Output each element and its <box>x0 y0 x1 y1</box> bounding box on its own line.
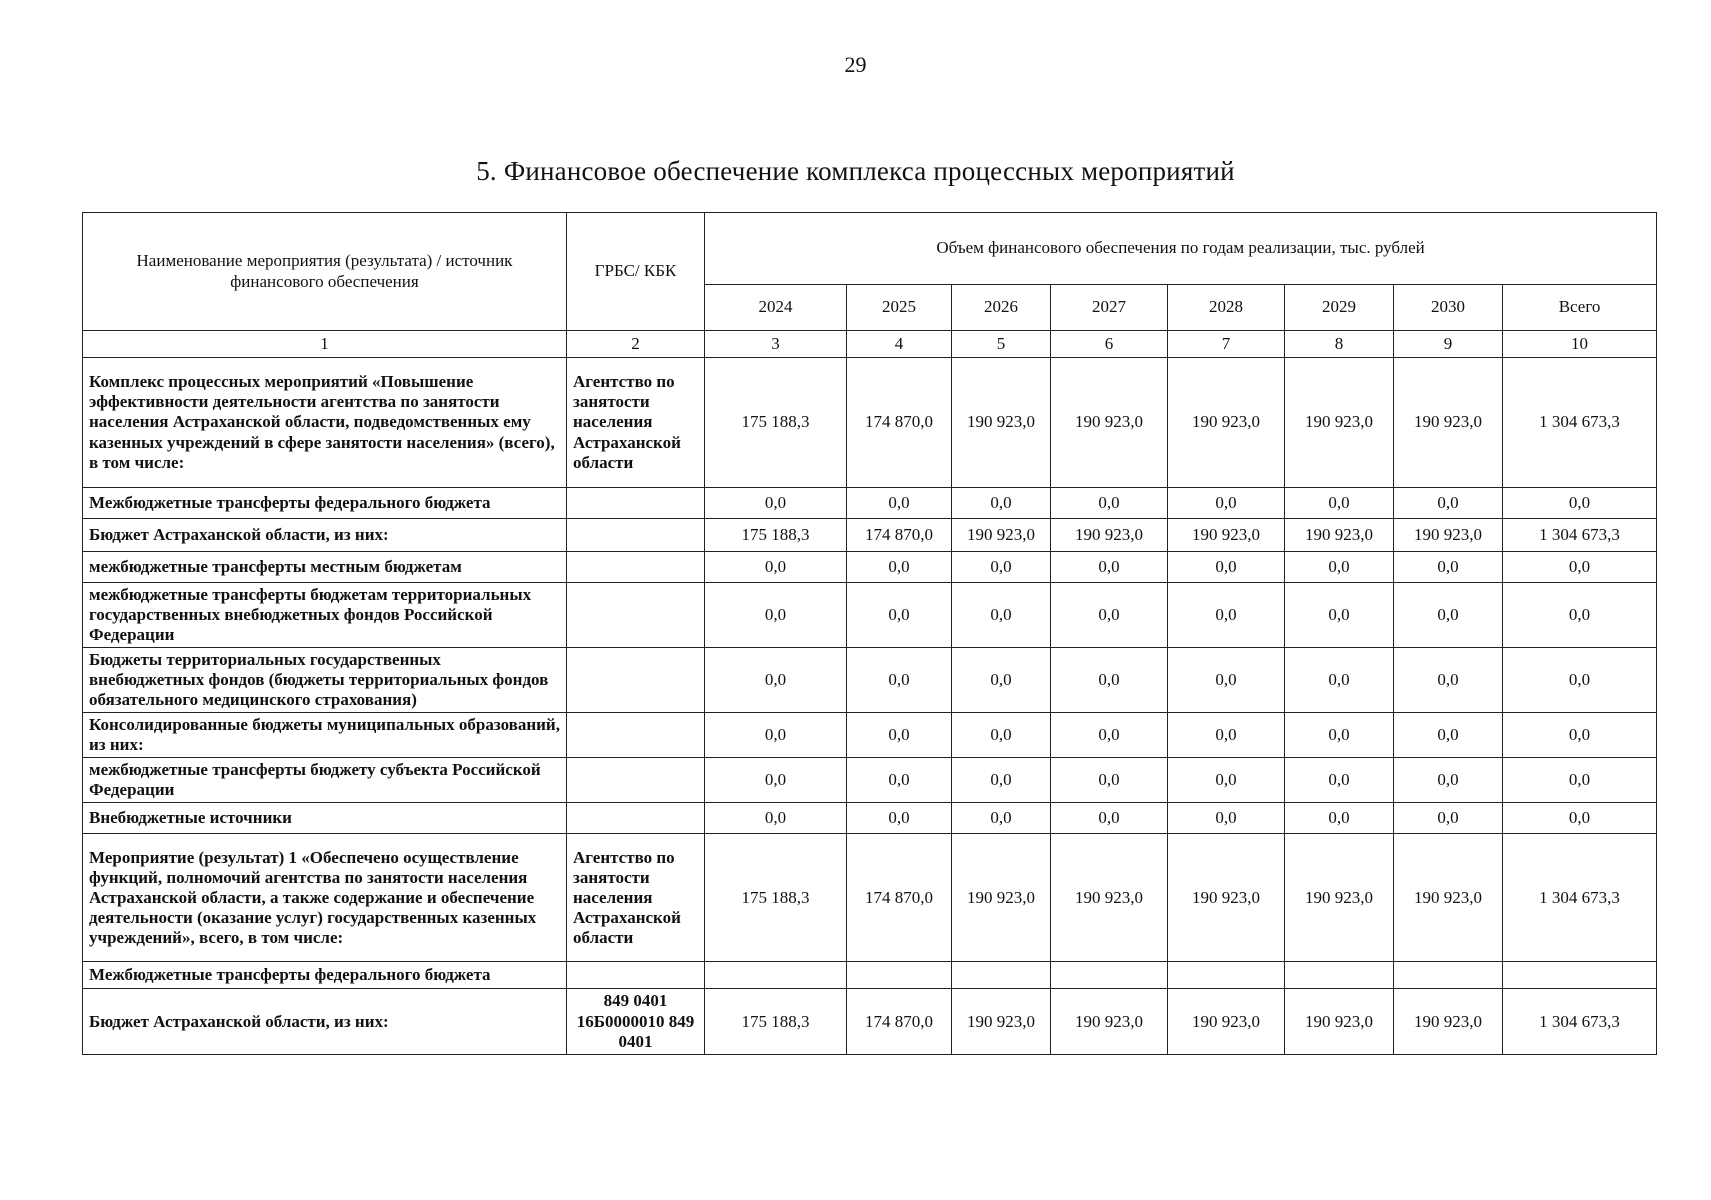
section-title: 5. Финансовое обеспечение комплекса процессных мероприятий <box>476 156 1235 186</box>
row-grbs: Агентство по занятости населения Астраханской области <box>567 358 705 488</box>
row-value <box>1168 962 1285 989</box>
header-grbs: ГРБС/ КБК <box>567 213 705 331</box>
row-value: 174 870,0 <box>847 358 952 488</box>
row-grbs <box>567 488 705 519</box>
row-value: 0,0 <box>1168 488 1285 519</box>
row-value: 0,0 <box>952 488 1051 519</box>
column-number: 3 <box>705 331 847 358</box>
header-year: 2027 <box>1051 285 1168 331</box>
row-value: 0,0 <box>1168 648 1285 713</box>
row-name: межбюджетные трансферты бюджетам территориальных государственных внебюджетных фондов Российской Федерации <box>83 583 567 648</box>
row-value: 0,0 <box>1394 552 1503 583</box>
row-total: 0,0 <box>1503 803 1657 834</box>
row-value: 190 923,0 <box>1168 519 1285 552</box>
row-value: 0,0 <box>705 552 847 583</box>
header-volume: Объем финансового обеспечения по годам реализации, тыс. рублей <box>705 213 1657 285</box>
row-value: 0,0 <box>1051 803 1168 834</box>
header-year: 2026 <box>952 285 1051 331</box>
page-number: 29 <box>844 52 867 77</box>
row-value: 175 188,3 <box>705 358 847 488</box>
column-number: 4 <box>847 331 952 358</box>
row-value: 0,0 <box>705 803 847 834</box>
row-value: 0,0 <box>705 583 847 648</box>
row-value: 190 923,0 <box>1394 358 1503 488</box>
row-total: 0,0 <box>1503 648 1657 713</box>
table-row <box>83 488 1657 519</box>
table-row <box>83 519 1657 552</box>
table-row <box>83 962 1657 989</box>
row-value: 0,0 <box>1394 713 1503 758</box>
row-value: 0,0 <box>1168 713 1285 758</box>
row-total: 1 304 673,3 <box>1503 519 1657 552</box>
row-value: 190 923,0 <box>1051 358 1168 488</box>
row-value: 0,0 <box>1394 488 1503 519</box>
row-value: 0,0 <box>847 803 952 834</box>
row-value: 174 870,0 <box>847 989 952 1054</box>
table-row <box>83 758 1657 803</box>
row-value: 190 923,0 <box>1168 989 1285 1054</box>
row-value: 190 923,0 <box>1285 989 1394 1054</box>
table-row <box>83 803 1657 834</box>
row-value <box>1285 962 1394 989</box>
row-value: 0,0 <box>1285 803 1394 834</box>
financing-table <box>82 212 1657 1055</box>
row-value: 0,0 <box>1168 803 1285 834</box>
row-value: 0,0 <box>1051 758 1168 803</box>
row-total <box>1503 962 1657 989</box>
header-year: 2028 <box>1168 285 1285 331</box>
row-value: 0,0 <box>1394 648 1503 713</box>
header-year: 2025 <box>847 285 952 331</box>
row-name: межбюджетные трансферты местным бюджетам <box>83 552 567 583</box>
row-name: Мероприятие (результат) 1 «Обеспечено осуществление функций, полномочий агентства по занятости населения Астраханской области, а также содержание и обеспечение деятельности (оказание услуг) государственных казенных учреждений», всего, в том числе: <box>83 834 567 962</box>
row-value: 190 923,0 <box>1051 519 1168 552</box>
row-grbs <box>567 758 705 803</box>
column-number: 10 <box>1503 331 1657 358</box>
header-year: 2024 <box>705 285 847 331</box>
row-value: 0,0 <box>1051 713 1168 758</box>
row-value <box>952 962 1051 989</box>
row-grbs <box>567 962 705 989</box>
row-value: 0,0 <box>952 803 1051 834</box>
row-total: 1 304 673,3 <box>1503 989 1657 1054</box>
row-value <box>1051 962 1168 989</box>
row-value: 0,0 <box>1285 758 1394 803</box>
row-value: 190 923,0 <box>1051 989 1168 1054</box>
row-total: 1 304 673,3 <box>1503 358 1657 488</box>
header-year: 2029 <box>1285 285 1394 331</box>
row-value: 0,0 <box>847 648 952 713</box>
row-name: Межбюджетные трансферты федерального бюджета <box>83 488 567 519</box>
row-value: 175 188,3 <box>705 519 847 552</box>
row-value: 0,0 <box>847 583 952 648</box>
row-value: 0,0 <box>1051 583 1168 648</box>
row-value: 0,0 <box>1285 648 1394 713</box>
row-value: 174 870,0 <box>847 519 952 552</box>
row-grbs <box>567 519 705 552</box>
row-value: 190 923,0 <box>1285 834 1394 962</box>
row-name: Комплекс процессных мероприятий «Повышение эффективности деятельности агентства по занятости населения Астраханской области, подведомственных ему казенных учреждений в сфере занятости населения» (всего), в том числе: <box>83 358 567 488</box>
table-row <box>83 358 1657 488</box>
column-number: 6 <box>1051 331 1168 358</box>
column-number: 7 <box>1168 331 1285 358</box>
row-value: 0,0 <box>1051 488 1168 519</box>
row-value: 0,0 <box>1285 713 1394 758</box>
row-total: 0,0 <box>1503 583 1657 648</box>
row-value: 0,0 <box>1394 803 1503 834</box>
row-value: 190 923,0 <box>952 989 1051 1054</box>
row-value <box>847 962 952 989</box>
header-year: 2030 <box>1394 285 1503 331</box>
table-row <box>83 989 1657 1054</box>
table-row <box>83 583 1657 648</box>
row-value: 0,0 <box>847 488 952 519</box>
row-name: Внебюджетные источники <box>83 803 567 834</box>
header-total: Всего <box>1503 285 1657 331</box>
row-value: 190 923,0 <box>952 519 1051 552</box>
row-value: 0,0 <box>952 552 1051 583</box>
row-name: Бюджет Астраханской области, из них: <box>83 519 567 552</box>
row-value <box>705 962 847 989</box>
row-name: межбюджетные трансферты бюджету субъекта Российской Федерации <box>83 758 567 803</box>
table-row <box>83 713 1657 758</box>
row-value: 0,0 <box>1168 552 1285 583</box>
row-grbs: Агентство по занятости населения Астраханской области <box>567 834 705 962</box>
row-value: 0,0 <box>952 648 1051 713</box>
row-total: 0,0 <box>1503 713 1657 758</box>
row-value <box>1394 962 1503 989</box>
row-value: 0,0 <box>1168 758 1285 803</box>
column-number: 1 <box>83 331 567 358</box>
column-number: 2 <box>567 331 705 358</box>
column-number: 5 <box>952 331 1051 358</box>
row-value: 0,0 <box>847 713 952 758</box>
row-value: 190 923,0 <box>952 358 1051 488</box>
row-name: Межбюджетные трансферты федерального бюджета <box>83 962 567 989</box>
row-value: 0,0 <box>1051 648 1168 713</box>
row-value: 190 923,0 <box>1285 358 1394 488</box>
row-value: 190 923,0 <box>1168 358 1285 488</box>
row-value: 190 923,0 <box>1168 834 1285 962</box>
row-value: 0,0 <box>847 552 952 583</box>
row-value: 190 923,0 <box>1394 834 1503 962</box>
row-total: 0,0 <box>1503 758 1657 803</box>
row-value: 0,0 <box>1285 583 1394 648</box>
row-value: 0,0 <box>952 713 1051 758</box>
row-value: 175 188,3 <box>705 834 847 962</box>
row-grbs <box>567 713 705 758</box>
row-total: 0,0 <box>1503 552 1657 583</box>
column-number-row <box>83 331 1657 358</box>
row-grbs <box>567 583 705 648</box>
row-value: 174 870,0 <box>847 834 952 962</box>
row-value: 0,0 <box>952 758 1051 803</box>
row-value: 0,0 <box>1168 583 1285 648</box>
row-name: Консолидированные бюджеты муниципальных образований, из них: <box>83 713 567 758</box>
row-grbs <box>567 552 705 583</box>
row-value: 190 923,0 <box>1394 519 1503 552</box>
row-value: 190 923,0 <box>1285 519 1394 552</box>
row-value: 0,0 <box>705 758 847 803</box>
row-value: 0,0 <box>847 758 952 803</box>
row-value: 0,0 <box>1285 488 1394 519</box>
row-value: 0,0 <box>705 488 847 519</box>
row-value: 0,0 <box>1051 552 1168 583</box>
row-value: 0,0 <box>705 713 847 758</box>
row-name: Бюджет Астраханской области, из них: <box>83 989 567 1054</box>
row-value: 190 923,0 <box>1051 834 1168 962</box>
row-grbs <box>567 803 705 834</box>
row-value: 0,0 <box>1285 552 1394 583</box>
row-value: 190 923,0 <box>1394 989 1503 1054</box>
column-number: 9 <box>1394 331 1503 358</box>
column-number: 8 <box>1285 331 1394 358</box>
row-name: Бюджеты территориальных государственных внебюджетных фондов (бюджеты территориальных фондов обязательного медицинского страхования) <box>83 648 567 713</box>
row-value: 175 188,3 <box>705 989 847 1054</box>
table-row <box>83 552 1657 583</box>
header-name: Наименование мероприятия (результата) / источник финансового обеспечения <box>83 213 567 331</box>
row-value: 190 923,0 <box>952 834 1051 962</box>
row-value: 0,0 <box>952 583 1051 648</box>
table-row <box>83 648 1657 713</box>
row-value: 0,0 <box>1394 758 1503 803</box>
row-total: 1 304 673,3 <box>1503 834 1657 962</box>
row-value: 0,0 <box>705 648 847 713</box>
row-grbs <box>567 648 705 713</box>
row-grbs: 849 0401 16Б0000010 849 0401 <box>567 989 705 1054</box>
table-row <box>83 834 1657 962</box>
row-total: 0,0 <box>1503 488 1657 519</box>
row-value: 0,0 <box>1394 583 1503 648</box>
